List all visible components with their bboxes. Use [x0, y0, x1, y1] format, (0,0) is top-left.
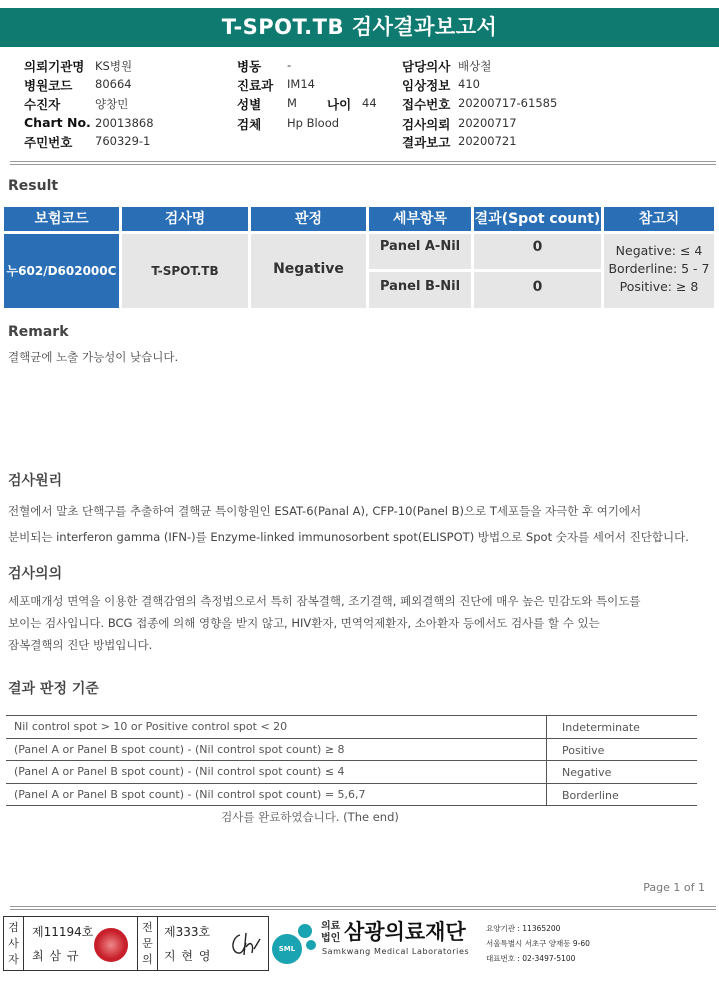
- info-value: 양창민: [95, 97, 129, 111]
- info-value: 760329-1: [95, 134, 151, 148]
- info-value: M: [287, 96, 297, 110]
- remark-title: Remark: [8, 324, 69, 340]
- info-label: 나이: [327, 97, 352, 112]
- info-value: KS병원: [95, 59, 133, 73]
- info-value: IM14: [287, 77, 315, 91]
- specialist-name: 지 현 영: [164, 949, 212, 963]
- criteria-result: Borderline: [546, 784, 697, 806]
- header-result: 결과(Spot count): [474, 207, 601, 231]
- reference-borderline: Borderline: 5 - 7: [608, 261, 710, 276]
- significance-line: 세포매개성 면역을 이용한 결핵감염의 측정법으로서 특히 잠복결핵, 조기결핵, 폐외결핵의 진단에 매우 높은 민감도와 특이도를: [8, 594, 641, 608]
- header-detail: 세부항목: [369, 207, 471, 231]
- info-value: 20200717-61585: [458, 96, 558, 110]
- criteria-condition: Nil control spot > 10 or Positive control spot < 20: [14, 720, 288, 733]
- criteria-row: [6, 784, 697, 807]
- criteria-result: Positive: [546, 739, 697, 761]
- report-title: T-SPOT.TB 검사결과보고서: [0, 8, 719, 47]
- info-label: 수진자: [24, 97, 61, 112]
- sml-logo-icon: [272, 918, 320, 968]
- examiner-name: 최 삼 규: [32, 949, 80, 963]
- remark-text: 결핵균에 노출 가능성이 낮습니다.: [8, 350, 179, 364]
- criteria-condition: (Panel A or Panel B spot count) - (Nil control spot count) ≤ 4: [14, 765, 345, 778]
- count-panel-b: 0: [474, 272, 601, 308]
- reference-positive: Positive: ≥ 8: [619, 279, 699, 294]
- insurance-code: 누602/D602000C: [4, 234, 119, 308]
- criteria-condition: (Panel A or Panel B spot count) - (Nil control spot count) = 5,6,7: [14, 787, 366, 801]
- info-label: 검체: [237, 117, 262, 132]
- criteria-condition: (Panel A or Panel B spot count) - (Nil control spot count) ≥ 8: [14, 742, 345, 756]
- signature-icon: [226, 929, 262, 959]
- address: 서울특별시 서초구 양재동 9-60: [486, 939, 590, 948]
- header-reference: 참고치: [604, 207, 714, 231]
- logo-text: SML: [272, 934, 302, 964]
- examiner-label: 검사자: [4, 917, 24, 970]
- detail-panel-b: Panel B-Nil: [369, 272, 471, 308]
- info-label: 병동: [237, 59, 262, 74]
- info-label: Chart No.: [24, 115, 91, 130]
- info-value: 80664: [95, 77, 132, 91]
- criteria-title: 결과 판정 기준: [8, 681, 99, 697]
- principle-text: [8, 498, 689, 550]
- info-label: 검사의뢰: [402, 117, 451, 132]
- count-panel-a: 0: [474, 234, 601, 269]
- phone: 대표번호 : 02-3497-5100: [486, 954, 576, 963]
- principle-line: 전혈에서 말초 단핵구를 추출하여 결핵균 특이항원인 ESAT-6(Panal A), CFP-10(Panel B)으로 T세포들을 자극한 후 여기에서: [8, 504, 642, 518]
- header-insurance-code: 보험코드: [4, 207, 119, 231]
- info-value: 44: [362, 96, 377, 110]
- info-value: 배상철: [458, 59, 492, 73]
- detail-panel-a: Panel A-Nil: [369, 234, 471, 269]
- examiner-license: 제11194호: [32, 925, 94, 939]
- criteria-row: [6, 761, 697, 784]
- org-prefix: [321, 921, 340, 945]
- info-label: 성별: [237, 97, 262, 112]
- info-label: 의뢰기관명: [24, 59, 85, 74]
- seal-icon: [94, 928, 128, 962]
- org-english: Samkwang Medical Laboratories: [322, 947, 470, 956]
- footer-divider: [10, 906, 716, 910]
- info-label: 결과보고: [402, 135, 451, 150]
- criteria-result: Negative: [546, 761, 697, 783]
- significance-title: 검사의의: [8, 566, 63, 582]
- criteria-table: [6, 715, 697, 806]
- org-prefix-line: 의료: [321, 921, 341, 932]
- criteria-row: [6, 716, 697, 739]
- significance-line: 잠복결핵의 진단 방법입니다.: [8, 638, 153, 652]
- info-value: Hp Blood: [287, 116, 340, 130]
- info-value: 410: [458, 77, 480, 91]
- info-value: 20200721: [458, 134, 517, 148]
- care-code: 요양기관 : 11365200: [486, 924, 561, 933]
- org-prefix-line: 법인: [321, 933, 341, 944]
- result-title: Result: [8, 178, 59, 194]
- info-value: -: [287, 58, 292, 72]
- info-value: 20013868: [95, 116, 154, 130]
- info-label: 담당의사: [402, 59, 451, 74]
- test-name: T-SPOT.TB: [122, 234, 248, 308]
- patient-info: [0, 53, 719, 165]
- end-text: 검사를 완료하였습니다. (The end): [221, 810, 399, 824]
- page-number: Page 1 of 1: [643, 881, 705, 894]
- reference-range: [604, 234, 714, 308]
- specialist-license: 제333호: [164, 925, 211, 939]
- info-label: 접수번호: [402, 97, 451, 112]
- principle-title: 검사원리: [8, 473, 63, 489]
- signature-box: [3, 916, 269, 971]
- divider: [10, 161, 716, 165]
- specialist-label: 전문의: [138, 917, 158, 970]
- info-value: 20200717: [458, 116, 517, 130]
- criteria-result: Indeterminate: [546, 716, 697, 738]
- info-label: 임상정보: [402, 78, 451, 93]
- header-judgement: 판정: [251, 207, 366, 231]
- criteria-row: [6, 739, 697, 762]
- org-contact: [486, 921, 590, 966]
- header-test-name: 검사명: [122, 207, 248, 231]
- principle-line: 분비되는 interferon gamma (IFN-)를 Enzyme-linked immunosorbent spot(ELISPOT) 방법으로 Spot 숫자를 세어서 진단합니다.: [8, 530, 689, 544]
- significance-text: [8, 590, 641, 656]
- info-label: 주민번호: [24, 135, 73, 150]
- judgement: Negative: [251, 234, 366, 308]
- reference-negative: Negative: ≤ 4: [615, 243, 703, 258]
- info-label: 진료과: [237, 78, 274, 93]
- info-label: 병원코드: [24, 78, 73, 93]
- significance-line: 보이는 검사입니다. BCG 접종에 의해 영향을 받지 않고, HIV환자, 면역억제환자, 소아환자 등에서도 검사를 할 수 있는: [8, 616, 600, 630]
- org-name: 삼광의료재단: [344, 920, 466, 944]
